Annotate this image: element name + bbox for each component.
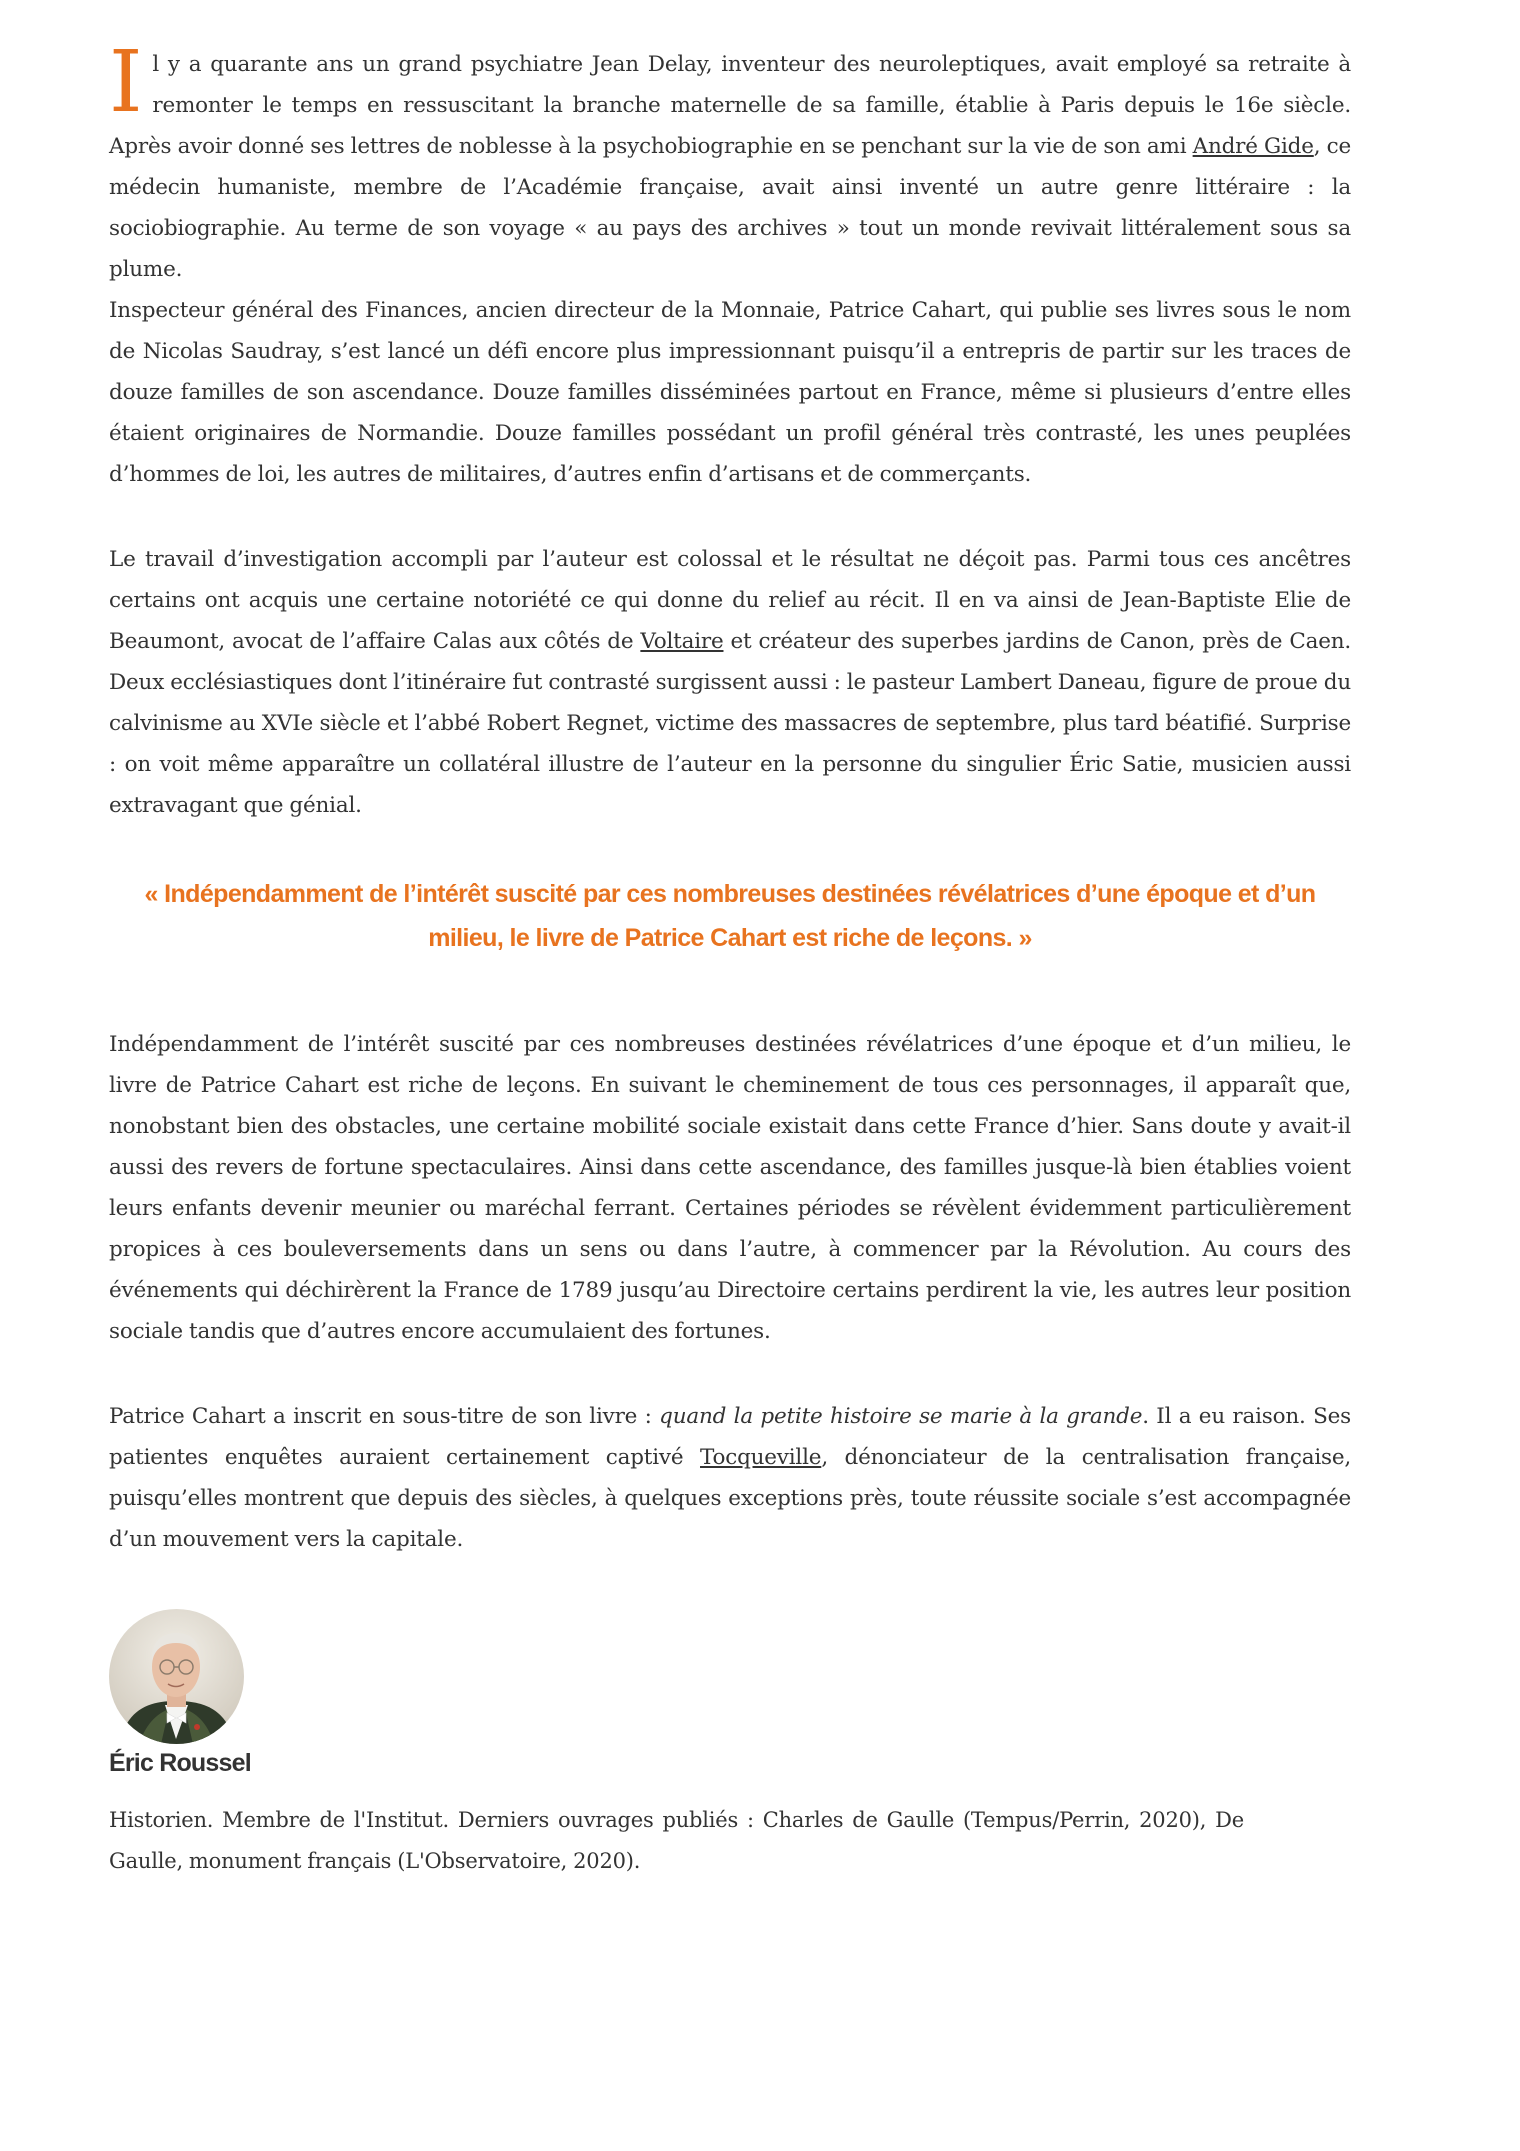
paragraph-text: , ce médecin humaniste, membre de l’Académie française, avait ainsi inventé un autre genre littéraire : la sociobiographie. Au terme de son voyage « au pays des archives » tout un monde revivait littéralement sous sa plume. bbox=[109, 134, 1351, 282]
paragraph-text: l y a quarante ans un grand psychiatre Jean Delay, inventeur des neuroleptiques, avait employé sa retraite à remonter le temps en ressuscitant la branche maternelle de sa famille, établie à Paris depuis le 16e siècle. Après avoir donné ses lettres de noblesse à la psychobiographie en se penchant sur la vie de son ami bbox=[109, 52, 1351, 159]
paragraph-intro bbox=[109, 33, 1351, 290]
paragraph-text: et créateur des superbes jardins de Canon, près de Caen. Deux ecclésiastiques dont l’itinéraire fut contrasté surgissent aussi : le pasteur Lambert Daneau, figure de proue du calvinisme au XVIe siècle et l’abbé Robert Regnet, victime des massacres de septembre, plus tard béatifié. Surprise : on voit même apparaître un collatéral illustre de l’auteur en la personne du singulier Éric Satie, musicien aussi extravagant que génial. bbox=[109, 629, 1351, 818]
paragraph-5 bbox=[109, 1396, 1351, 1560]
paragraph-text: . Il a eu raison. Ses patientes enquêtes auraient certainement captivé bbox=[109, 1404, 1351, 1470]
author-name[interactable]: Éric Roussel bbox=[109, 1749, 251, 1777]
author-bio: Historien. Membre de l'Institut. Derniers ouvrages publiés : Charles de Gaulle (Tempus/Perrin, 2020), De Gaulle, monument français (L'Observatoire, 2020). bbox=[109, 1808, 1244, 1873]
paragraph-text: Patrice Cahart a inscrit en sous-titre de son livre : bbox=[109, 1404, 660, 1429]
link-andre-gide[interactable]: André Gide bbox=[1192, 134, 1314, 159]
paragraph-text: , dénonciateur de la centralisation française, puisqu’elles montrent que depuis des siècles, à quelques exceptions près, toute réussite sociale s’est accompagnée d’un mouvement vers la capitale. bbox=[109, 1445, 1351, 1552]
link-tocqueville[interactable]: Tocqueville bbox=[700, 1445, 822, 1470]
paragraph-2: Inspecteur général des Finances, ancien directeur de la Monnaie, Patrice Cahart, qui publie ses livres sous le nom de Nicolas Saudray, s’est lancé un défi encore plus impressionnant puisqu’il a entrepris de partir sur les traces de douze familles de son ascendance. Douze familles disséminées partout en France, même si plusieurs d’entre elles étaient originaires de Normandie. Douze familles possédant un profil général très contrasté, les unes peuplées d’hommes de loi, les autres de militaires, d’autres enfin d’artisans et de commerçants. bbox=[109, 298, 1351, 487]
author-avatar[interactable] bbox=[109, 1609, 244, 1744]
author-portrait-image bbox=[109, 1609, 244, 1744]
pull-quote: « Indépendamment de l’intérêt suscité par ces nombreuses destinées révélatrices d’une époque et d’un milieu, le livre de Patrice Cahart est riche de leçons. » bbox=[144, 880, 1316, 952]
paragraph-4: Indépendamment de l’intérêt suscité par ces nombreuses destinées révélatrices d’une époque et d’un milieu, le livre de Patrice Cahart est riche de leçons. En suivant le cheminement de tous ces personnages, il apparaît que, nonobstant bien des obstacles, une certaine mobilité sociale existait dans cette France d’hier. Sans doute y avait-il aussi des revers de fortune spectaculaires. Ainsi dans cette ascendance, des familles jusque-là bien établies voient leurs enfants devenir meunier ou maréchal ferrant. Certaines périodes se révèlent évidemment particulièrement propices à ces bouleversements dans un sens ou dans l’autre, à commencer par la Révolution. Au cours des événements qui déchirèrent la France de 1789 jusqu’au Directoire certains perdirent la vie, les autres leur position sociale tandis que d’autres encore accumulaient des fortunes. bbox=[109, 1032, 1351, 1344]
paragraph-3 bbox=[109, 539, 1351, 826]
paragraph-text: Le travail d’investigation accompli par l’auteur est colossal et le résultat ne déçoit pas. Parmi tous ces ancêtres certains ont acquis une certaine notoriété ce qui donne du relief au récit. Il en va ainsi de Jean-Baptiste Elie de Beaumont, avocat de l’affaire Calas aux côtés de bbox=[109, 547, 1351, 654]
link-voltaire[interactable]: Voltaire bbox=[640, 629, 724, 654]
drop-cap: I bbox=[109, 33, 143, 132]
book-subtitle: quand la petite histoire se marie à la grande bbox=[659, 1404, 1143, 1429]
